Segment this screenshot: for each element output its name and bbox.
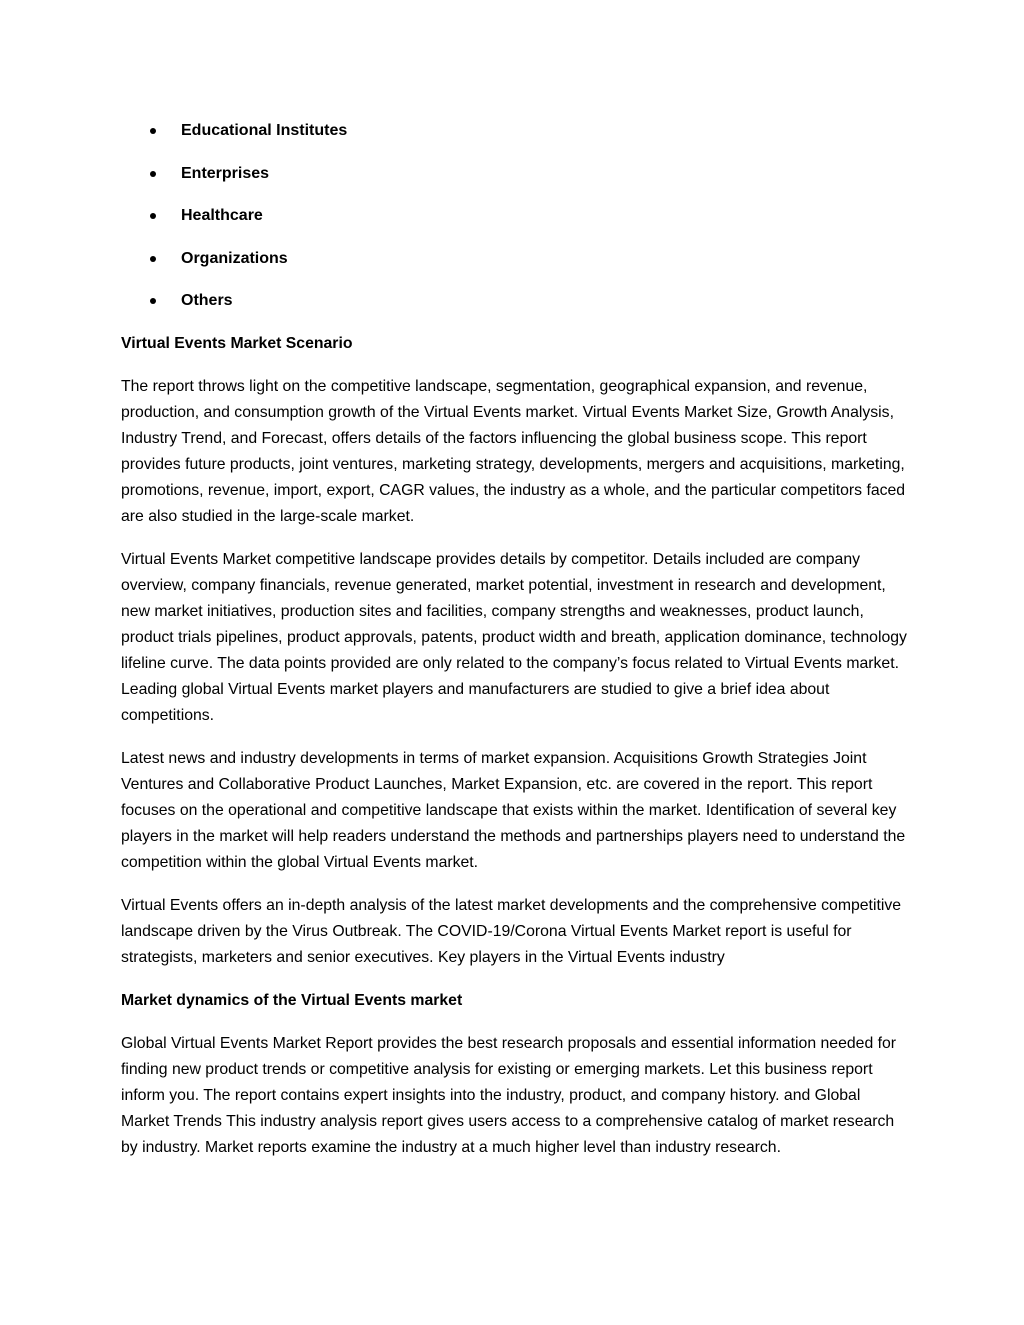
- bullet-text: Organizations: [181, 249, 288, 267]
- paragraph-report-overview: The report throws light on the competitive landscape, segmentation, geographical expansion, and revenue, production, and consumption growth of the Virtual Events market. Virtual Events Market Size, Growth Analysis, Industry Trend, and Forecast, offers details of the factors influencing the global business scope. This report provides future products, joint ventures, marketing strategy, developments, mergers and acquisitions, marketing, promotions, revenue, import, export, CAGR values, the industry as a whole, and the particular competitors faced are also studied in the large-scale market.: [121, 378, 906, 525]
- bullet-text: Educational Institutes: [181, 122, 348, 139]
- bullet-text: Enterprises: [181, 164, 270, 182]
- section-heading-market-scenario: Virtual Events Market Scenario: [121, 335, 353, 352]
- bullet-icon: [150, 256, 156, 262]
- paragraph-market-dynamics: Global Virtual Events Market Report provides the best research proposals and essential information needed for finding new product trends or competitive analysis for existing or emerging markets. Let this business report inform you. The report contains expert insights into the industry, product, and company history. and Global Market Trends This industry analysis report gives users access to a comprehensive catalog of market research by industry. Market reports examine the industry at a much higher level than industry research.: [121, 1035, 897, 1156]
- paragraph-competitive-landscape: Virtual Events Market competitive landscape provides details by competitor. Details included are company overview, company financials, revenue generated, market potential, investment in research and development, new market initiatives, production sites and facilities, company strengths and weaknesses, product launch, product trials pipelines, product approvals, patents, product width and breath, application dominance, technology lifeline curve. The data points provided are only related to the company’s focus related to Virtual Events market. Leading global Virtual Events market players and manufacturers are studied to give a brief idea about competitions.: [121, 551, 907, 724]
- bullet-icon: [150, 128, 156, 134]
- bullet-text: Others: [181, 292, 233, 310]
- bullet-text: Healthcare: [181, 207, 263, 225]
- paragraph-industry-developments: Latest news and industry developments in terms of market expansion. Acquisitions Growth Strategies Joint Ventures and Collaborative Product Launches, Market Expansion, etc. are covered in the report. This report focuses on the operational and competitive landscape that exists within the market. Identification of several key players in the market will help readers understand the methods and partnerships players need to understand the competition within the global Virtual Events market.: [121, 750, 906, 871]
- paragraph-covid-analysis: Virtual Events offers an in-depth analysis of the latest market developments and the comprehensive competitive landscape driven by the Virus Outbreak. The COVID-19/Corona Virtual Events Market report is useful for strategists, marketers and senior executives. Key players in the Virtual Events industry: [121, 897, 902, 966]
- document-body: [121, 331, 911, 1178]
- bullet-icon: [150, 171, 156, 177]
- section-heading-market-dynamics: Market dynamics of the Virtual Events market: [121, 992, 463, 1009]
- bullet-icon: [150, 298, 156, 304]
- bullet-icon: [150, 213, 156, 219]
